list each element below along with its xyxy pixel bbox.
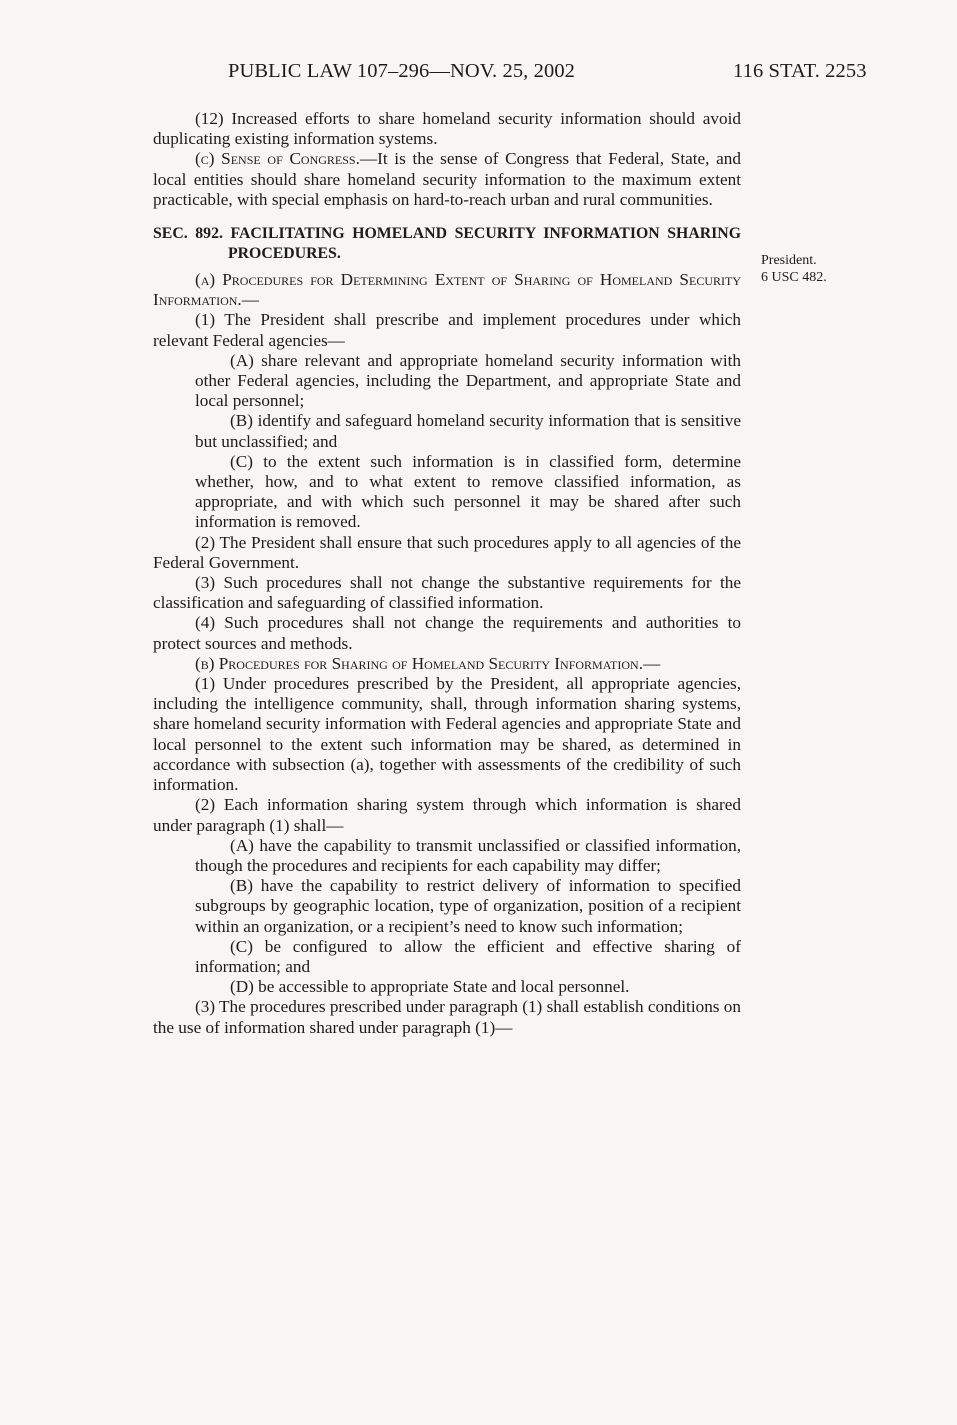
subsection-b-heading <box>153 654 741 674</box>
clause-a1B: (B) identify and safeguard homeland security information that is sensitive but unclassified; and <box>195 411 741 451</box>
clause-a1A: (A) share relevant and appropriate homeland security information with other Federal agencies, including the Department, and appropriate State and local personnel; <box>195 350 741 411</box>
clause-b2D: (D) be accessible to appropriate State and local personnel. <box>230 977 630 997</box>
subsection-a-heading <box>153 270 741 310</box>
subsection-a-title: (a) Procedures for Determining Extent of Sharing of Homeland Security Information. <box>153 270 741 310</box>
subsection-b-title: (b) Procedures for Sharing of Homeland Security Information. <box>195 653 643 673</box>
subsection-c-text: —It is the sense of Congress that Federal, State, and local entities should share homeland security information to the maximum extent practicable, with special emphasis on hard-to-reach urban and rural communities. <box>153 149 741 209</box>
subsection-a-dash: — <box>241 290 259 310</box>
subsection-b-dash: — <box>643 653 661 673</box>
clause-b2B: (B) have the capability to restrict delivery of information to specified subgroups by geographic location, type of organization, position of a recipient within an organization, or a recipient’s need to know such information; <box>195 876 741 936</box>
margin-note-president: President. <box>761 253 817 268</box>
page-stat-citation: 116 STAT. 2253 <box>733 60 867 82</box>
document-body <box>153 109 741 1038</box>
clause-b2C: (C) be configured to allow the efficient and effective sharing of information; and <box>195 936 741 976</box>
margin-note <box>761 252 827 286</box>
clause-b2A: (A) have the capability to transmit unclassified or classified information, though the procedures and recipients for each capability may differ; <box>195 835 741 875</box>
paragraph-b2: (2) Each information sharing system through which information is shared under paragraph (1) shall— <box>153 795 741 835</box>
clause-a1C: (C) to the extent such information is in classified form, determine whether, how, and to what extent to remove classified information, as appropriate, and with which such personnel it may be shared after such information is removed. <box>195 451 741 532</box>
paragraph-a3: (3) Such procedures shall not change the substantive requirements for the classification and safeguarding of classified information. <box>153 573 741 613</box>
paragraph-a2: (2) The President shall ensure that such procedures apply to all agencies of the Federal Government. <box>153 532 741 572</box>
paragraph-b3: (3) The procedures prescribed under paragraph (1) shall establish conditions on the use of information shared under paragraph (1)— <box>153 997 741 1037</box>
subsection-c <box>153 149 741 210</box>
running-header: PUBLIC LAW 107–296—NOV. 25, 2002 <box>228 60 576 82</box>
paragraph-12: (12) Increased efforts to share homeland security information should avoid duplicating existing information systems. <box>153 109 741 149</box>
subsection-c-heading: (c) Sense of Congress. <box>195 149 360 169</box>
margin-note-usc: 6 USC 482. <box>761 270 827 285</box>
paragraph-b1: (1) Under procedures prescribed by the President, all appropriate agencies, including the intelligence community, shall, through information sharing systems, share homeland security information with Federal agencies and appropriate State and local personnel to the extent such information may be shared, as determined in accordance with subsection (a), together with assessments of the credibility of such information. <box>153 674 741 795</box>
section-heading: SEC. 892. FACILITATING HOMELAND SECURITY INFORMATION SHARING PROCEDURES. <box>153 225 741 263</box>
paragraph-a4: (4) Such procedures shall not change the requirements and authorities to protect sources and methods. <box>153 613 741 653</box>
paragraph-a1: (1) The President shall prescribe and implement procedures under which relevant Federal agencies— <box>153 310 741 350</box>
